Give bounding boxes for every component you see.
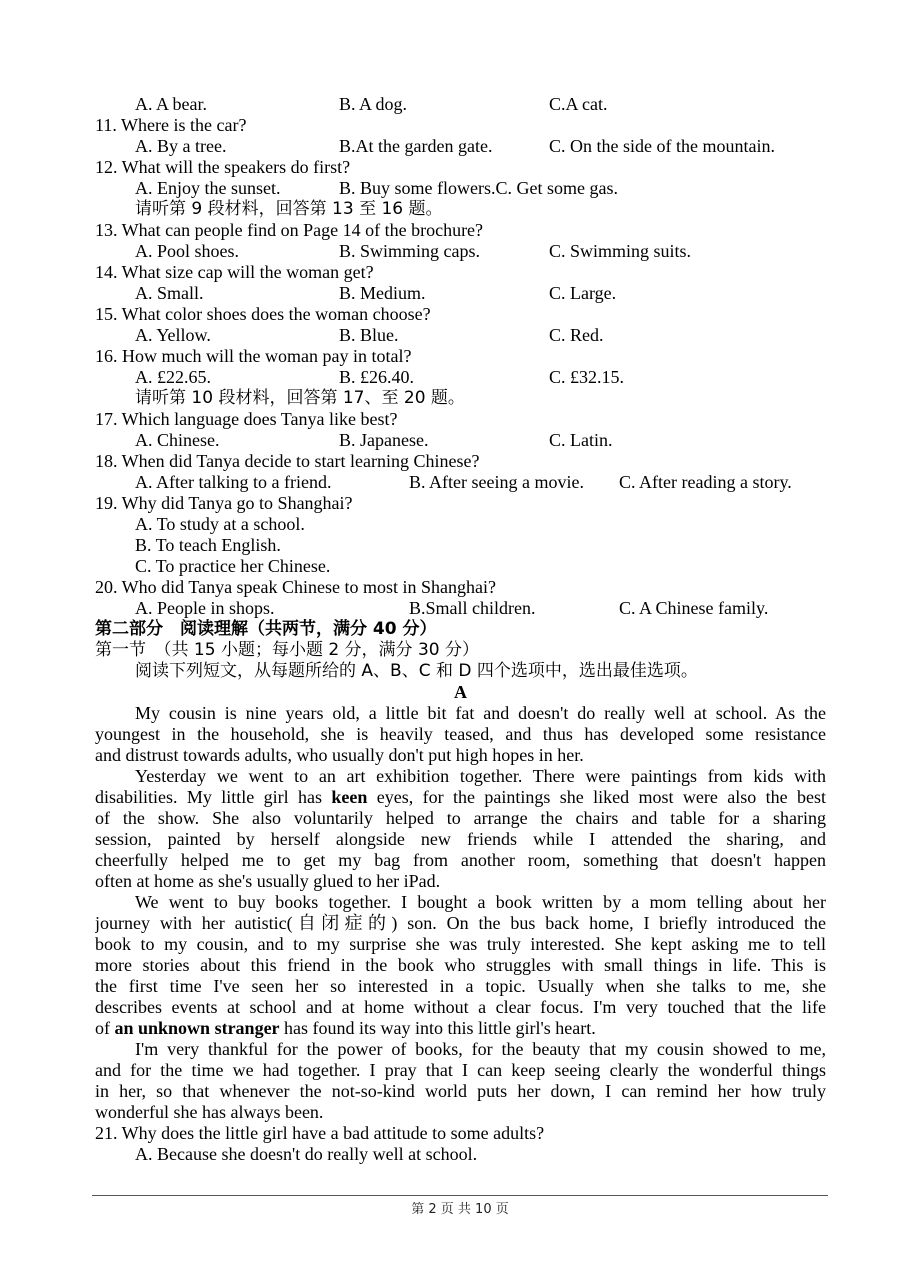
question-text: 11. Where is the car? (95, 115, 247, 135)
text-span: We went to buy books together. I bought a book written by a mom telling about her (135, 892, 826, 912)
question-text: 18. When did Tanya decide to start learning Chinese? (95, 451, 480, 471)
answer-option: B.At the garden gate. (339, 136, 493, 156)
answer-option: A. Small. (135, 283, 204, 303)
option-row (95, 472, 826, 493)
answer-option: B. Swimming caps. (339, 241, 481, 261)
option-row (95, 178, 826, 199)
answer-option: A. Because she doesn't do really well at school. (135, 1144, 478, 1164)
question-text: 20. Who did Tanya speak Chinese to most in Shanghai? (95, 577, 497, 597)
text-span: eyes, for the paintings she liked most were also the best (367, 787, 826, 807)
section-heading: 第二部分 阅读理解（共两节，满分 40 分） (95, 619, 437, 639)
text-span: has found its way into this little girl's heart. (279, 1018, 596, 1038)
passage-line (95, 913, 826, 934)
answer-option: A. Chinese. (135, 430, 220, 450)
answer-option: B.Small children. (409, 598, 536, 618)
passage-line (95, 1081, 826, 1102)
text-span: and for the time we had together. I pray that I can keep seeing clearly the wonderful things (95, 1060, 826, 1080)
text-span: youngest in the household, she is heavily teased, and thus has developed some resistance (95, 724, 826, 744)
answer-option: A. After talking to a friend. (135, 472, 332, 492)
passage-line (95, 871, 826, 892)
answer-option: C. Latin. (549, 430, 613, 450)
answer-option: C. To practice her Chinese. (135, 556, 331, 576)
passage-line (95, 850, 826, 871)
answer-option: C.A cat. (549, 94, 608, 114)
question-text: 13. What can people find on Page 14 of the brochure? (95, 220, 484, 240)
text-span: My cousin is nine years old, a little bit fat and doesn't do really well at school. As the (135, 703, 826, 723)
text-span: journey with her autistic(自闭症的) son. On the bus back home, I briefly introduced the (95, 913, 826, 933)
passage-line (95, 808, 826, 829)
answer-option: A. Yellow. (135, 325, 211, 345)
answer-option: B. After seeing a movie. (409, 472, 584, 492)
text-span: session, painted by herself alongside new friends while I attended the sharing, and (95, 829, 826, 849)
text-span: book to my cousin, and to my surprise she was truly interested. She kept asking me to tell (95, 934, 826, 954)
answer-option: A. Pool shoes. (135, 241, 240, 261)
question-text: 15. What color shoes does the woman choose? (95, 304, 431, 324)
passage-line (95, 829, 826, 850)
text-span: cheerfully helped me to get my bag from another room, something that doesn't happen (95, 850, 826, 870)
answer-option: C. £32.15. (549, 367, 625, 387)
answer-option: A. Enjoy the sunset. (135, 178, 281, 198)
question-text: 21. Why does the little girl have a bad attitude to some adults? (95, 1123, 545, 1143)
answer-option: B. £26.40. (339, 367, 415, 387)
text-span: I'm very thankful for the power of books, for the beauty that my cousin showed to me, (135, 1039, 826, 1059)
option-row (95, 241, 826, 262)
text-span: Yesterday we went to an art exhibition together. There were paintings from kids with (135, 766, 826, 786)
answer-option: A. £22.65. (135, 367, 211, 387)
option-row (95, 367, 826, 388)
passage-line (95, 955, 826, 976)
answer-option: C. After reading a story. (619, 472, 792, 492)
answer-option: A. People in shops. (135, 598, 275, 618)
page-number-footer: 第 2 页 共 10 页 (411, 1202, 509, 1217)
listening-instruction: 阅读下列短文，从每题所给的 A、B、C 和 D 四个选项中，选出最佳选项。 (135, 661, 698, 681)
question-text: 12. What will the speakers do first? (95, 157, 351, 177)
text-span: in her, so that whenever the not-so-kind world puts her down, I can remind her how truly (95, 1081, 826, 1101)
answer-option: C. Swimming suits. (549, 241, 692, 261)
text-span: often at home as she's usually glued to her iPad. (95, 871, 441, 891)
subsection-heading: 第一节 （共 15 小题；每小题 2 分，满分 30 分） (95, 640, 480, 660)
option-row (95, 136, 826, 157)
text-span: of (95, 1018, 115, 1038)
passage-line (95, 1039, 826, 1060)
option-row (95, 598, 826, 619)
option-row (95, 94, 826, 115)
answer-option: C. On the side of the mountain. (549, 136, 775, 156)
answer-option: C. Large. (549, 283, 617, 303)
answer-option: B. A dog. (339, 94, 408, 114)
answer-option: C. Red. (549, 325, 604, 345)
passage-line (95, 787, 826, 808)
answer-option: B. To teach English. (135, 535, 281, 555)
answer-option: C. A Chinese family. (619, 598, 769, 618)
passage-line (95, 934, 826, 955)
question-text: 14. What size cap will the woman get? (95, 262, 374, 282)
text-span: and distrust towards adults, who usually don't put high hopes in her. (95, 745, 584, 765)
bold-phrase: an unknown stranger (114, 1018, 280, 1038)
bold-phrase: keen (331, 787, 368, 807)
passage-line (95, 892, 826, 913)
passage-line (95, 1060, 826, 1081)
text-span: describes events at school and at home without a clear focus. I'm very touched that the life (95, 997, 826, 1017)
text-span: of the show. She also voluntarily helped to arrange the chairs and table for a sharing (95, 808, 826, 828)
text-span: disabilities. My little girl has (95, 787, 332, 807)
passage-line (95, 745, 826, 766)
passage-line (95, 976, 826, 997)
listening-instruction: 请听第 9 段材料，回答第 13 至 16 题。 (135, 199, 443, 219)
passage-line (95, 997, 826, 1018)
text-span: wonderful she has always been. (95, 1102, 324, 1122)
passage-line (95, 703, 826, 724)
answer-option: B. Buy some flowers.C. Get some gas. (339, 178, 618, 198)
question-text: 16. How much will the woman pay in total? (95, 346, 412, 366)
text-span: the first time I've seen her so interested in a topic. Usually when she talks to me, she (95, 976, 826, 996)
listening-instruction: 请听第 10 段材料，回答第 17、至 20 题。 (135, 388, 465, 408)
option-row (95, 283, 826, 304)
question-text: 19. Why did Tanya go to Shanghai? (95, 493, 353, 513)
passage-line (95, 724, 826, 745)
passage-line (95, 766, 826, 787)
text-span: more stories about this friend in the book who struggles with small things in life. This is (95, 955, 826, 975)
answer-option: A. By a tree. (135, 136, 227, 156)
answer-option: A. To study at a school. (135, 514, 305, 534)
footer-divider (92, 1195, 828, 1196)
option-row (95, 430, 826, 451)
passage-title: A (454, 682, 467, 702)
answer-option: B. Medium. (339, 283, 426, 303)
option-row (95, 325, 826, 346)
answer-option: B. Blue. (339, 325, 399, 345)
answer-option: B. Japanese. (339, 430, 429, 450)
exam-page-content (95, 94, 826, 1165)
answer-option: A. A bear. (135, 94, 207, 114)
passage-line (95, 1102, 826, 1123)
question-text: 17. Which language does Tanya like best? (95, 409, 398, 429)
passage-line (95, 1018, 826, 1039)
